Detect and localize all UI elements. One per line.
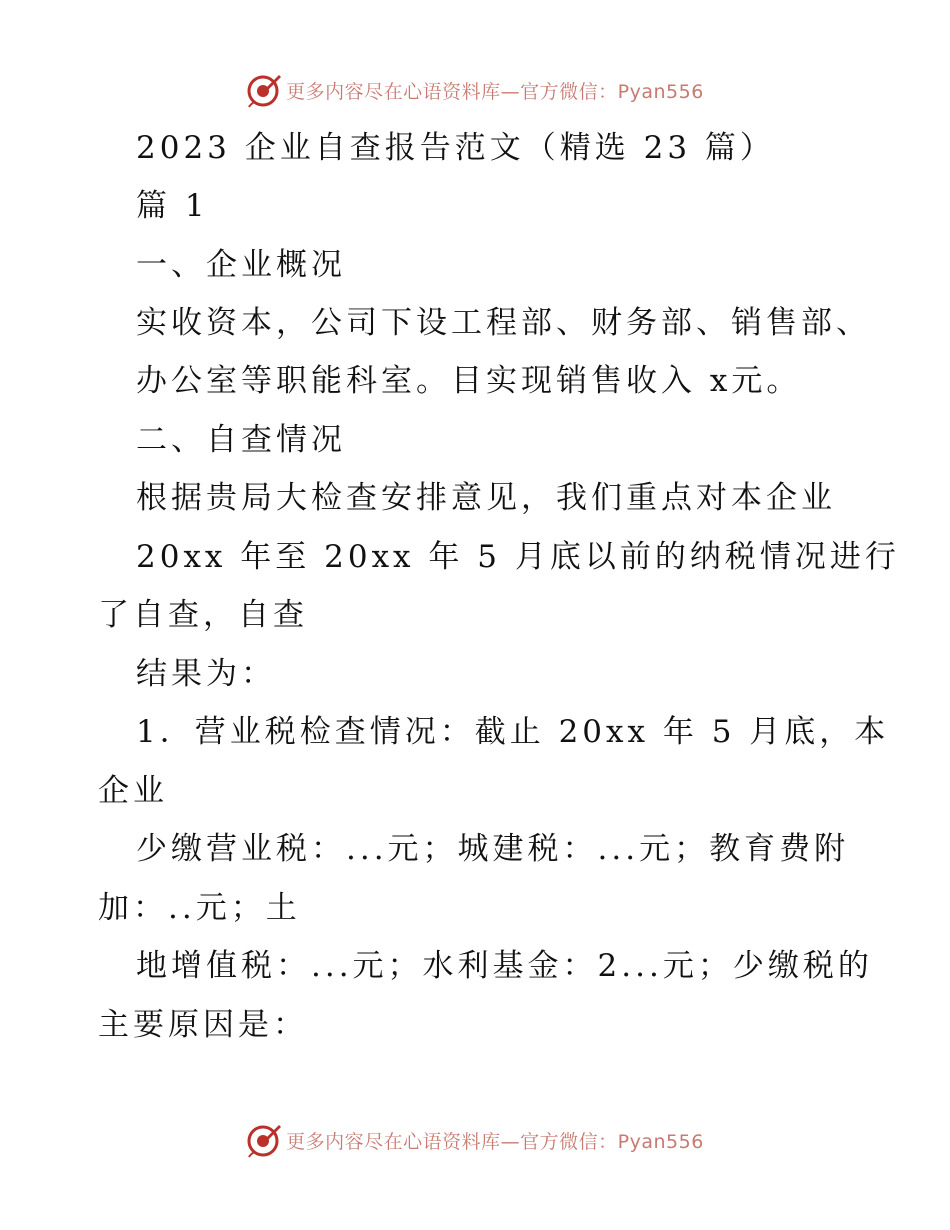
paragraph-line: 根据贵局大检查安排意见，我们重点对本企业	[136, 480, 836, 516]
paragraph-line: 了自查，自查	[98, 597, 308, 633]
footer-watermark	[0, 1120, 950, 1160]
watermark-text: 更多内容尽在心语资料库—官方微信：Pyan556	[286, 80, 704, 103]
paragraph-line: 结果为：	[136, 656, 276, 692]
paragraph-line: 1．营业税检查情况：截止 20xx 年 5 月底，本	[136, 714, 890, 750]
pen-logo-icon	[246, 1122, 282, 1158]
header-watermark	[0, 70, 950, 110]
paragraph-line: 20xx 年至 20xx 年 5 月底以前的纳税情况进行	[136, 539, 900, 575]
document-title: 2023 企业自查报告范文（精选 23 篇）	[136, 130, 775, 166]
pen-logo-icon	[246, 72, 282, 108]
section-heading: 二、自查情况	[136, 422, 346, 458]
paragraph-line: 少缴营业税：...元；城建税：...元；教育费附	[136, 831, 850, 867]
paragraph-line: 企业	[98, 773, 168, 809]
section-heading: 一、企业概况	[136, 247, 346, 283]
paragraph-line: 主要原因是：	[98, 1007, 308, 1043]
paragraph-line: 实收资本，公司下设工程部、财务部、销售部、	[136, 305, 871, 341]
watermark-text: 更多内容尽在心语资料库—官方微信：Pyan556	[286, 1130, 704, 1153]
section-heading: 篇 1	[136, 188, 209, 224]
paragraph-line: 地增值税：...元；水利基金：2...元；少缴税的	[136, 948, 873, 984]
paragraph-line: 加：..元；土	[98, 890, 301, 926]
paragraph-line: 办公室等职能科室。目实现销售收入 x元。	[136, 363, 802, 399]
